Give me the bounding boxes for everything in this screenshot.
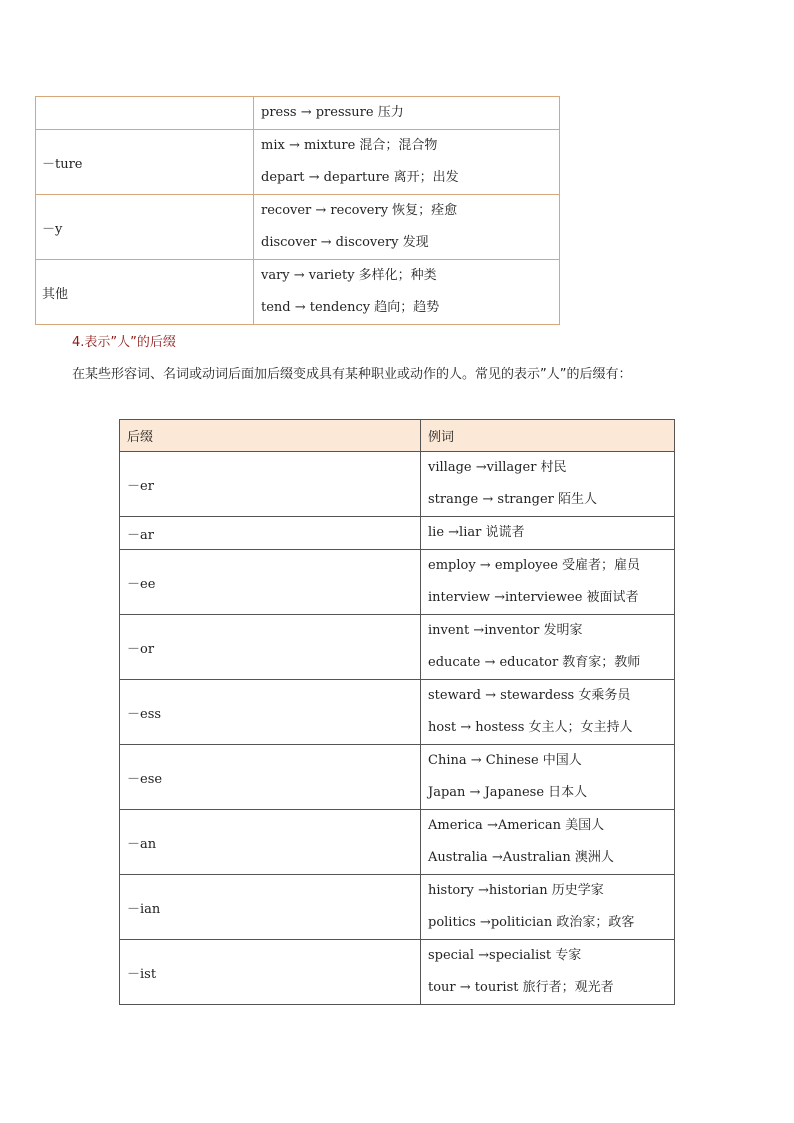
example-line: invent →inventor 发明家: [428, 623, 583, 638]
example-line: mix → mixture 混合；混合物: [261, 138, 438, 153]
example-line: special →specialist 专家: [428, 948, 582, 963]
suffix-cell: －or: [120, 615, 421, 680]
example-line: Australia →Australian 澳洲人: [428, 850, 614, 865]
example-line: America →American 美国人: [428, 818, 605, 833]
examples-cell: [421, 940, 675, 1005]
examples-cell: [421, 517, 675, 550]
example-line: depart → departure 离开；出发: [261, 170, 459, 185]
table-row: [120, 940, 675, 1005]
suffix-cell: －er: [120, 452, 421, 517]
examples-cell: [421, 452, 675, 517]
example-line: educate → educator 教育家；教师: [428, 655, 641, 670]
column-header-examples: 例词: [421, 420, 675, 452]
example-line: host → hostess 女主人；女主持人: [428, 720, 633, 735]
examples-cell: [254, 130, 560, 195]
table-row: [120, 875, 675, 940]
example-line: politics →politician 政治家；政客: [428, 915, 635, 930]
example-line: interview →interviewee 被面试者: [428, 590, 639, 605]
table-row: [36, 97, 560, 130]
examples-cell: [421, 745, 675, 810]
suffix-cell: －ist: [120, 940, 421, 1005]
table-row: [120, 680, 675, 745]
table-row: [36, 130, 560, 195]
example-line: employ → employee 受雇者；雇员: [428, 558, 641, 573]
example-line: lie →liar 说谎者: [428, 525, 525, 540]
suffix-cell: －y: [36, 195, 254, 260]
suffix-cell: 其他: [36, 260, 254, 325]
table-row: [36, 195, 560, 260]
table-row: [120, 810, 675, 875]
example-line: China → Chinese 中国人: [428, 753, 582, 768]
suffix-cell: －ese: [120, 745, 421, 810]
example-line: recover → recovery 恢复；痊愈: [261, 203, 458, 218]
column-header-suffix: 后缀: [120, 420, 421, 452]
suffix-cell: －ee: [120, 550, 421, 615]
examples-cell: [421, 810, 675, 875]
example-line: tour → tourist 旅行者；观光者: [428, 980, 614, 995]
suffix-table-continued: [35, 96, 560, 325]
suffix-cell: －ess: [120, 680, 421, 745]
table-header-row: [120, 420, 675, 452]
example-line: Japan → Japanese 日本人: [428, 785, 588, 800]
example-line: steward → stewardess 女乘务员: [428, 688, 631, 703]
examples-cell: [421, 615, 675, 680]
examples-cell: [421, 550, 675, 615]
table-row: [120, 517, 675, 550]
table-row: [120, 745, 675, 810]
table-row: [120, 452, 675, 517]
suffix-cell: －ar: [120, 517, 421, 550]
examples-cell: [254, 97, 560, 130]
suffix-cell: －an: [120, 810, 421, 875]
examples-cell: [254, 195, 560, 260]
example-line: discover → discovery 发现: [261, 235, 429, 250]
suffix-cell: －ian: [120, 875, 421, 940]
examples-cell: [421, 875, 675, 940]
suffix-cell: [36, 97, 254, 130]
example-line: vary → variety 多样化；种类: [261, 268, 437, 283]
section-heading: 4.表示”人”的后缀: [72, 335, 176, 350]
example-line: village →villager 村民: [428, 460, 567, 475]
examples-cell: [421, 680, 675, 745]
example-line: strange → stranger 陌生人: [428, 492, 598, 507]
table-row: [120, 550, 675, 615]
examples-cell: [254, 260, 560, 325]
table-row: [36, 260, 560, 325]
example-line: press → pressure 压力: [261, 105, 404, 120]
person-suffix-table: [119, 419, 675, 1005]
table-row: [120, 615, 675, 680]
example-line: history →historian 历史学家: [428, 883, 604, 898]
suffix-cell: －ture: [36, 130, 254, 195]
section-intro: 在某些形容词、名词或动词后面加后缀变成具有某种职业或动作的人。常见的表示”人”的后缀有：: [72, 367, 632, 382]
example-line: tend → tendency 趋向；趋势: [261, 300, 440, 315]
